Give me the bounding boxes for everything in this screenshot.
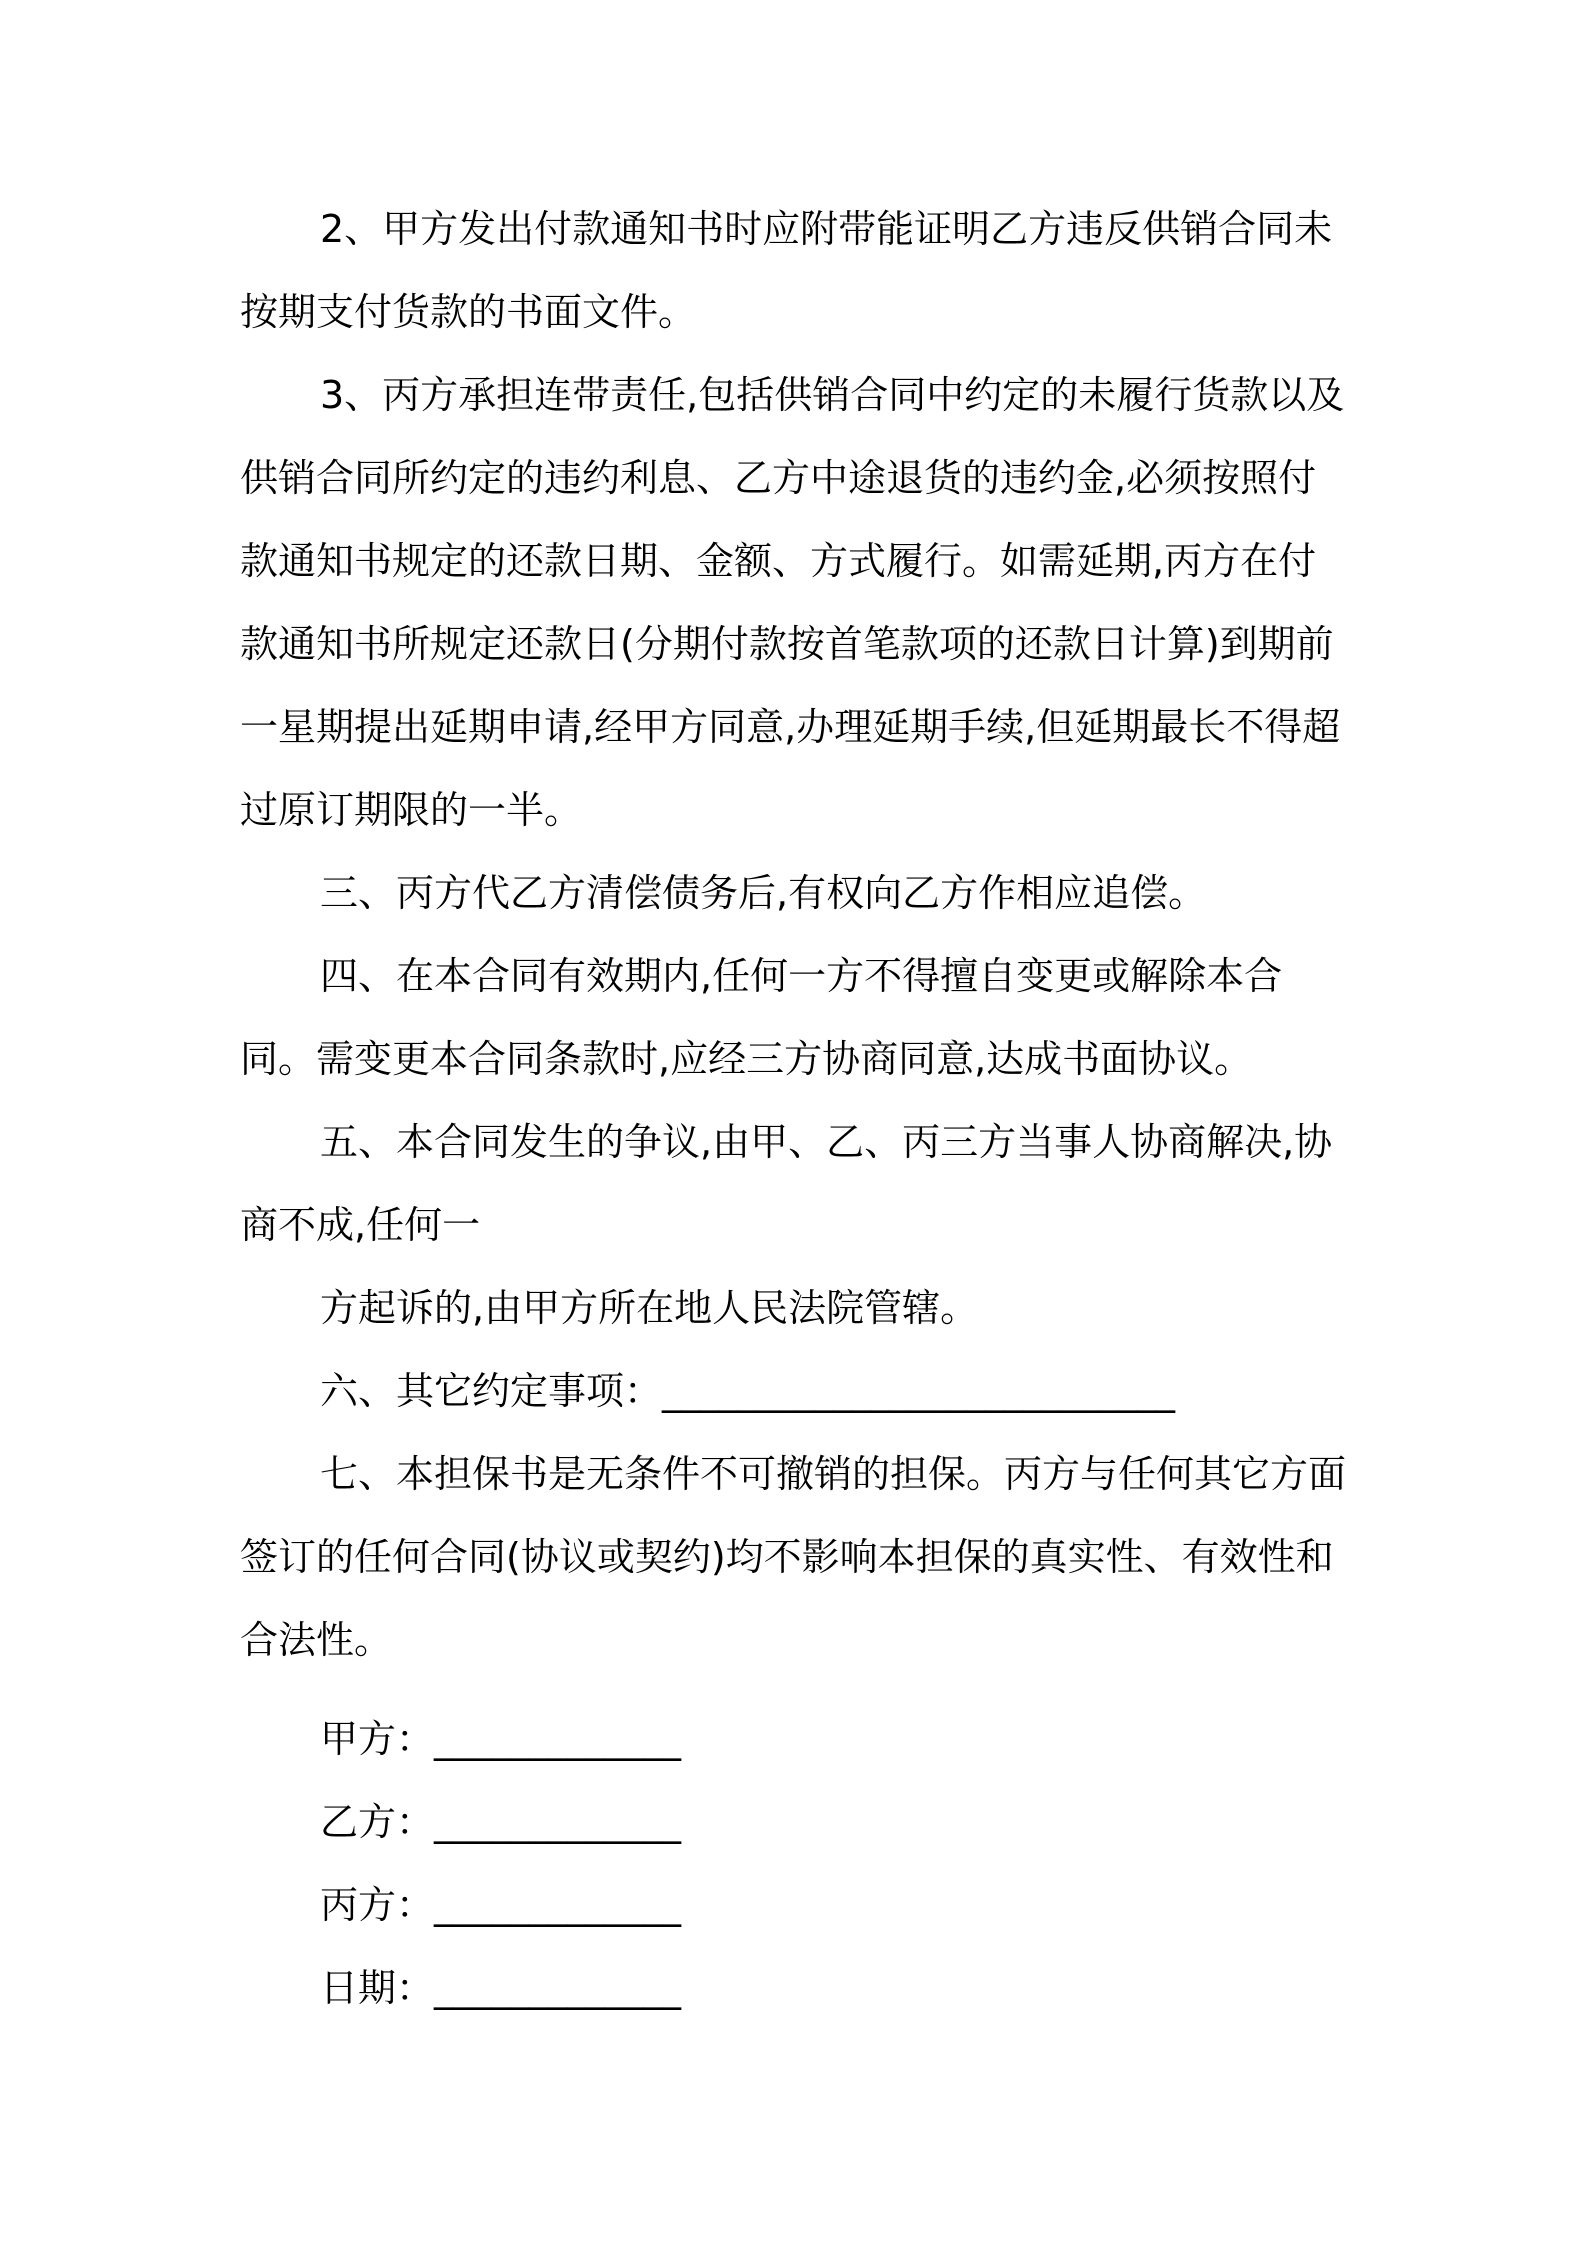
signature-party-a: 甲方：_____________: [320, 1717, 682, 1761]
signature-party-c: 丙方：_____________: [320, 1883, 682, 1927]
signature-party-b: 乙方：_____________: [320, 1800, 682, 1844]
paragraph-article-6: 六、其它约定事项：___________________________: [320, 1369, 1176, 1413]
paragraph-article-5: 五、本合同发生的争议,由甲、乙、丙三方当事人协商解决,协商不成,任何一: [240, 1120, 1333, 1247]
paragraph-article-3: 三、丙方代乙方清偿债务后,有权向乙方作相应追偿。: [320, 871, 1207, 915]
paragraph-clause-2: 2、甲方发出付款通知书时应附带能证明乙方违反供销合同未按期支付货款的书面文件。: [240, 207, 1333, 334]
paragraph-article-5-continued: 方起诉的,由甲方所在地人民法院管辖。: [320, 1286, 979, 1330]
paragraph-article-4: 四、在本合同有效期内,任何一方不得擅自变更或解除本合同。需变更本合同条款时,应经三方协商同意,达成书面协议。: [240, 954, 1283, 1081]
paragraph-article-7: 七、本担保书是无条件不可撤销的担保。丙方与任何其它方面签订的任何合同(协议或契约)均不影响本担保的真实性、有效性和合法性。: [240, 1452, 1347, 1662]
paragraph-clause-3: 3、丙方承担连带责任,包括供销合同中约定的未履行货款以及供销合同所约定的违约利息、乙方中途退货的违约金,必须按照付款通知书规定的还款日期、金额、方式履行。如需延期,丙方在付款通知书所规定还款日(分期付款按首笔款项的还款日计算)到期前一星期提出延期申请,经甲方同意,办理延期手续,但延期最长不得超过原订期限的一半。: [240, 373, 1345, 832]
document-body: [240, 188, 1350, 1682]
signature-date: 日期：_____________: [320, 1966, 682, 2010]
